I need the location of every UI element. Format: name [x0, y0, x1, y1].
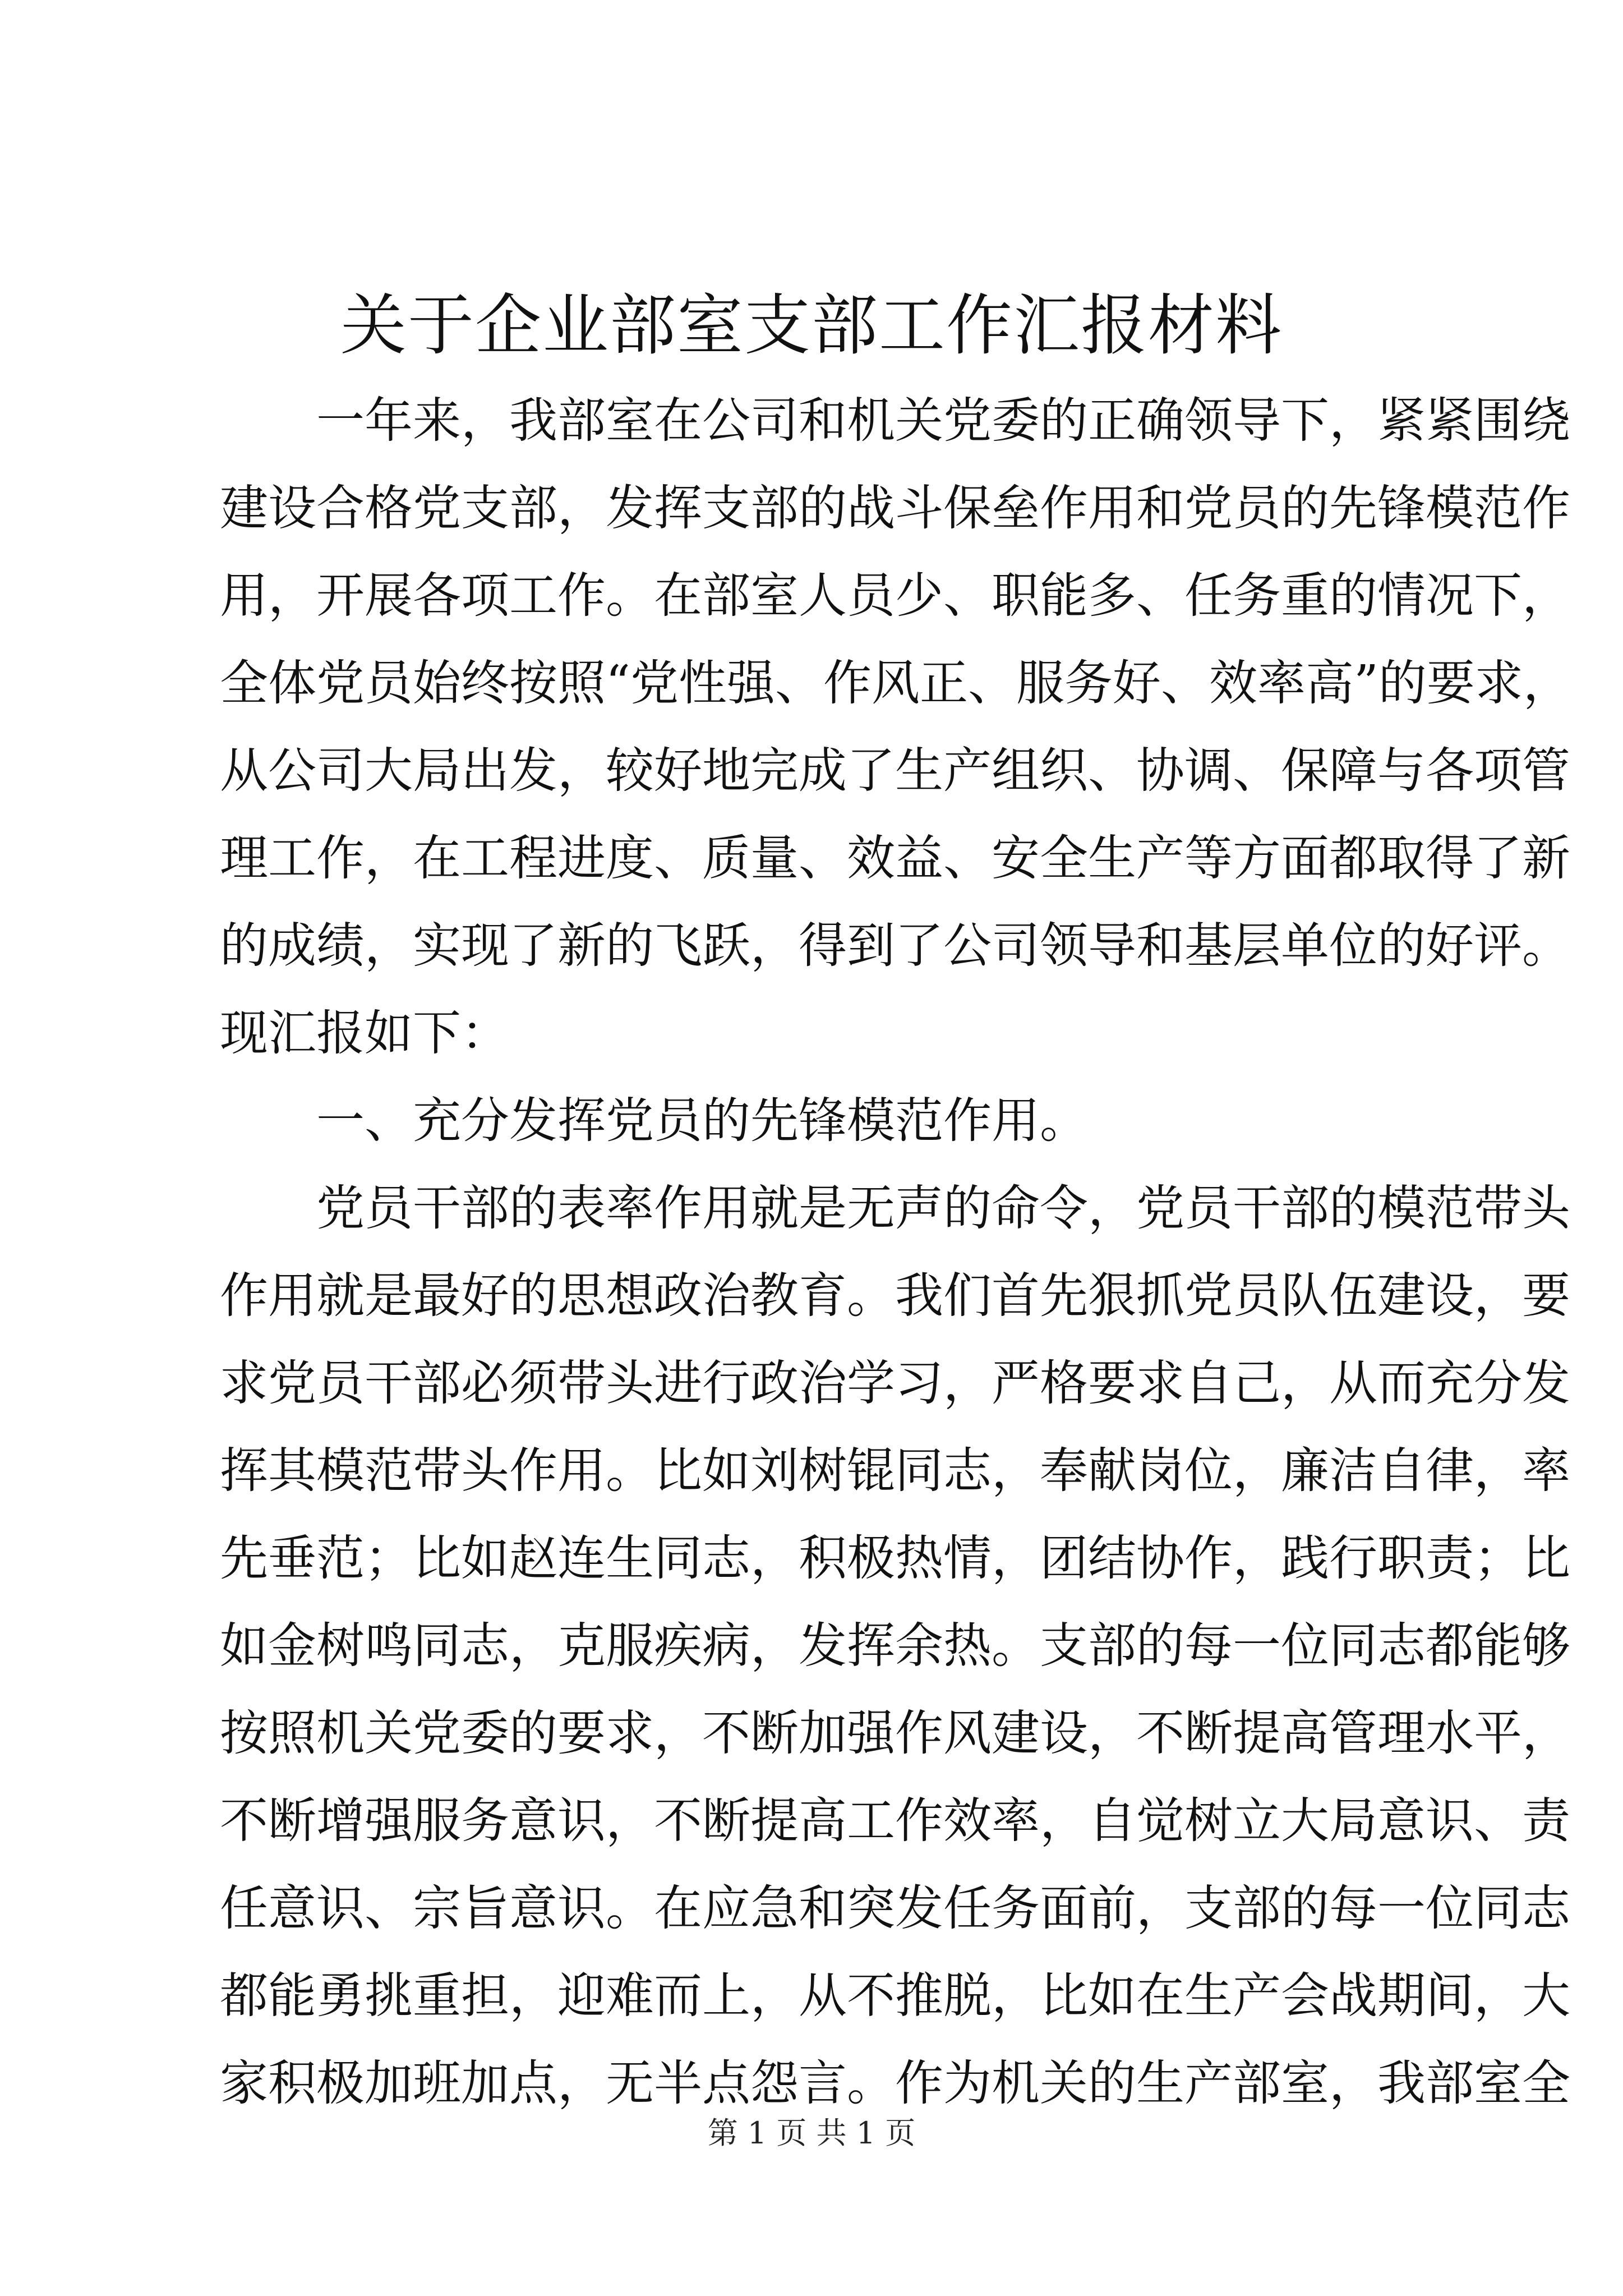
body-line: 作用就是最好的思想政治教育。我们首先狠抓党员队伍建设，要 [220, 1268, 1570, 1324]
body-line: 从公司大局出发，较好地完成了生产组织、协调、保障与各项管 [220, 743, 1570, 799]
body-line: 现汇报如下： [220, 1005, 509, 1061]
body-line: 用，开展各项工作。在部室人员少、职能多、任务重的情况下， [220, 568, 1570, 624]
body-line: 家积极加班加点，无半点怨言。作为机关的生产部室，我部室全 [220, 2055, 1570, 2111]
body-line: 一年来，我部室在公司和机关党委的正确领导下，紧紧围绕 [316, 393, 1570, 449]
body-line: 全体党员始终按照“党性强、作风正、服务好、效率高”的要求， [220, 655, 1571, 711]
body-line: 任意识、宗旨意识。在应急和突发任务面前，支部的每一位同志 [220, 1880, 1570, 1936]
body-line: 求党员干部必须带头进行政治学习，严格要求自己，从而充分发 [220, 1355, 1570, 1411]
body-line: 的成绩，实现了新的飞跃，得到了公司领导和基层单位的好评。 [220, 918, 1570, 974]
document-title: 关于企业部室支部工作汇报材料 [340, 287, 1283, 364]
section-heading: 一、充分发挥党员的先锋模范作用。 [316, 1093, 1088, 1149]
body-line: 党员干部的表率作用就是无声的命令，党员干部的模范带头 [316, 1180, 1570, 1236]
body-line: 都能勇挑重担，迎难而上，从不推脱，比如在生产会战期间，大 [220, 1968, 1570, 2024]
body-line: 挥其模范带头作用。比如刘树锟同志，奉献岗位，廉洁自律，率 [220, 1443, 1570, 1499]
body-line: 按照机关党委的要求，不断加强作风建设，不断提高管理水平， [220, 1705, 1570, 1761]
body-line: 先垂范；比如赵连生同志，积极热情，团结协作，践行职责；比 [220, 1530, 1570, 1586]
page-footer: 第 1 页 共 1 页 [707, 2115, 916, 2151]
body-line: 如金树鸣同志，克服疾病，发挥余热。支部的每一位同志都能够 [220, 1618, 1570, 1674]
body-line: 理工作，在工程进度、质量、效益、安全生产等方面都取得了新 [220, 830, 1570, 886]
body-line: 建设合格党支部，发挥支部的战斗保垒作用和党员的先锋模范作 [220, 480, 1570, 536]
document-body [220, 377, 1571, 2127]
body-line: 不断增强服务意识，不断提高工作效率，自觉树立大局意识、责 [220, 1793, 1570, 1849]
